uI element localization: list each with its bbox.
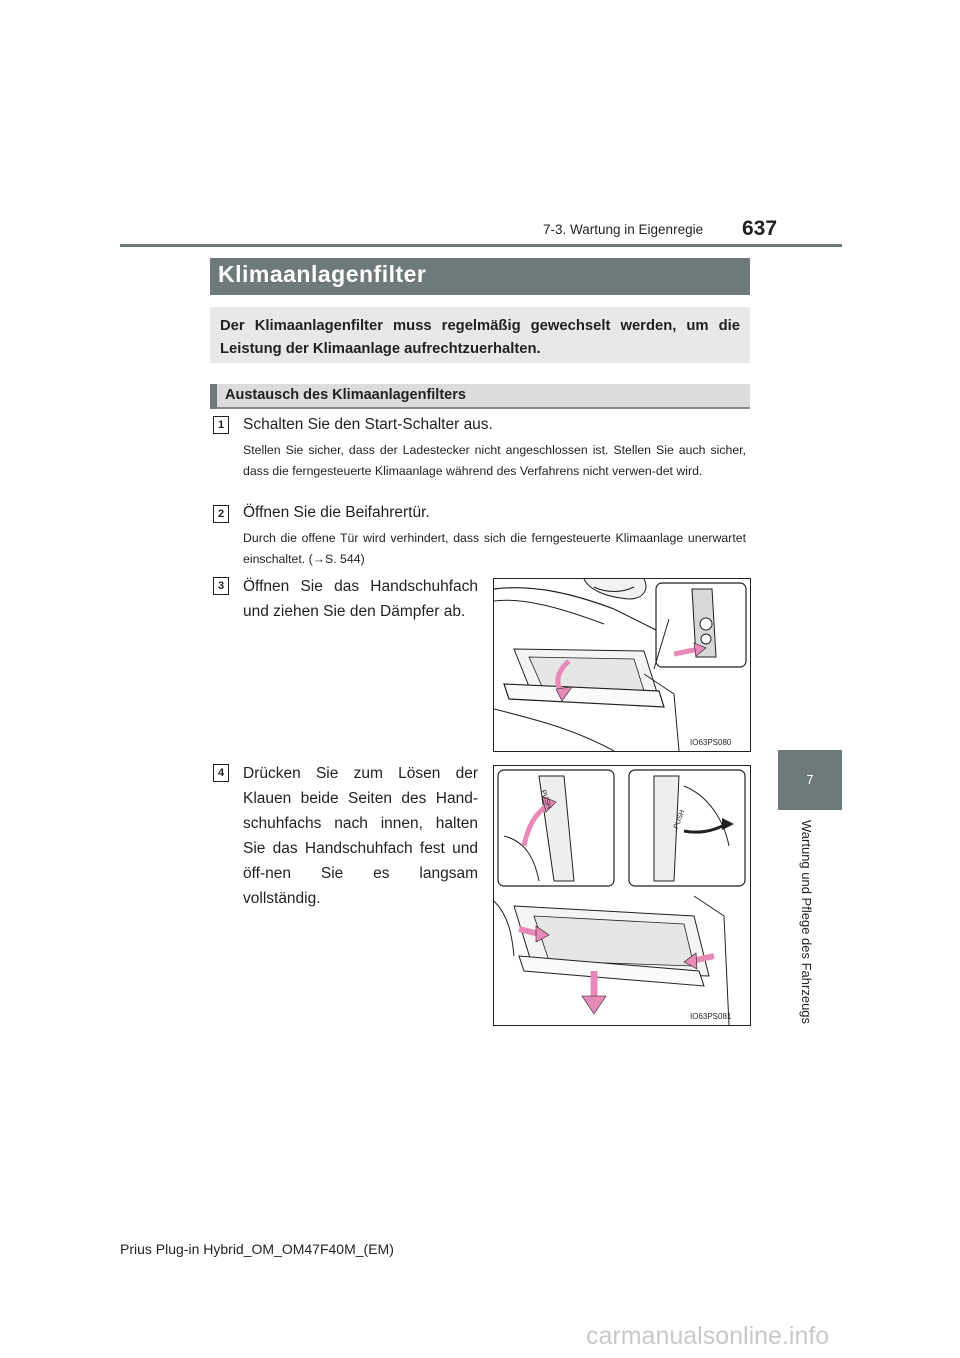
step-2-note: Durch die offene Tür wird verhindert, dass sich die ferngesteuerte Klimaanlage unerwartet einschaltet. (→S. 544) bbox=[243, 531, 746, 566]
subsection-heading bbox=[210, 384, 750, 409]
step-number-3: 3 bbox=[213, 577, 229, 595]
step-2-text: Öffnen Sie die Beifahrertür. bbox=[243, 504, 430, 521]
chapter-title: Wartung und Pflege des Fahrzeugs bbox=[799, 820, 814, 1025]
step-1-note: Stellen Sie sicher, dass der Ladestecker nicht angeschlossen ist. Stellen Sie auch sicher, dass die ferngesteuerte Klimaanlage während des Verfahrens nicht verwen-det wird. bbox=[243, 443, 746, 478]
figure-2-code: IO63PS081 bbox=[690, 1012, 732, 1021]
push-label-right: PUSH bbox=[673, 809, 687, 830]
intro-box bbox=[210, 307, 750, 363]
step-3-text: Öffnen Sie das Handschuhfach und ziehen Sie den Dämpfer ab. bbox=[243, 578, 478, 620]
glovebox-claws-illustration bbox=[494, 766, 750, 1025]
chapter-tab[interactable]: 7 bbox=[778, 750, 842, 810]
chapter-title-vertical bbox=[796, 820, 816, 1025]
step-4-text: Drücken Sie zum Lösen der Klauen beide Seiten des Hand-schuhfachs nach innen, halten Sie das Handschuhfach fest und öff-nen Sie es langsam vollständig. bbox=[243, 765, 478, 907]
page-title: Klimaanlagenfilter bbox=[218, 261, 427, 287]
subsection-title: Austausch des Klimaanlagenfilters bbox=[225, 387, 466, 403]
push-label-left: PUSH bbox=[539, 789, 553, 810]
figure-1-code: IO63PS080 bbox=[690, 738, 732, 747]
heading-stripe bbox=[210, 384, 217, 409]
header-rule bbox=[120, 244, 842, 247]
figure-glovebox-damper bbox=[493, 578, 751, 752]
glovebox-damper-illustration bbox=[494, 579, 750, 751]
watermark[interactable]: carmanualsonline.info bbox=[586, 1322, 830, 1350]
step-number-4: 4 bbox=[213, 764, 229, 782]
figure-glovebox-claws bbox=[493, 765, 751, 1026]
step-number-2: 2 bbox=[213, 505, 229, 523]
page-number: 637 bbox=[742, 217, 778, 240]
section-label: 7-3. Wartung in Eigenregie bbox=[543, 222, 704, 237]
intro-text: Der Klimaanlagenfilter muss regelmäßig gewechselt werden, um die Leistung der Klimaanlage aufrechtzuerhalten. bbox=[220, 318, 740, 357]
step-number-1: 1 bbox=[213, 416, 229, 434]
step-1-text: Schalten Sie den Start-Schalter aus. bbox=[243, 416, 493, 433]
footer-model: Prius Plug-in Hybrid_OM_OM47F40M_(EM) bbox=[120, 1241, 394, 1257]
title-bar bbox=[210, 258, 750, 295]
